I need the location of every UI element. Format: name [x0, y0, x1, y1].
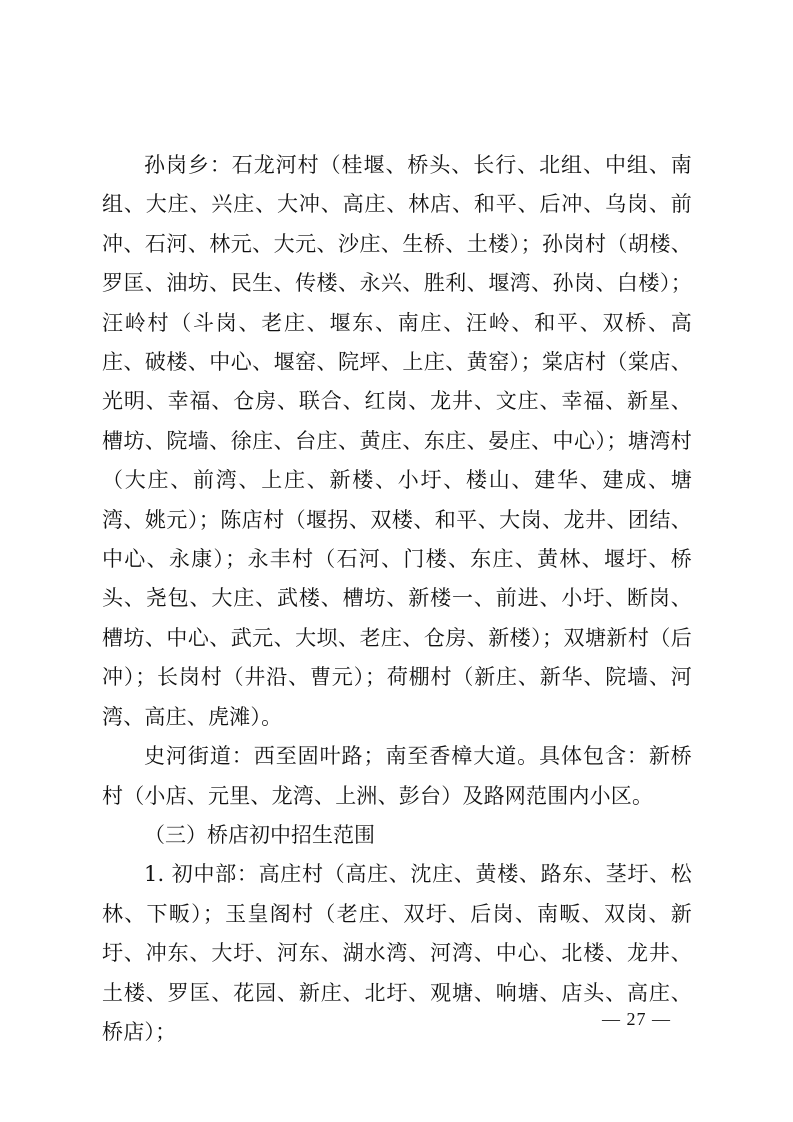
body-text	[102, 146, 692, 1052]
paragraph-shihe: 史河街道：西至固叶路；南至香樟大道。具体包含：新桥村（小店、元里、龙湾、上洲、彭台）及路网范围内小区。	[102, 744, 692, 808]
paragraph-item-1: 1. 初中部：高庄村（高庄、沈庄、黄楼、路东、茎圩、松林、下畈）；玉皇阁村（老庄、双圩、后岗、南畈、双岗、新圩、冲东、大圩、河东、湖水湾、河湾、中心、北楼、龙井、土楼、罗匡、花园、新庄、北圩、观塘、响塘、店头、高庄、桥店）；	[102, 862, 692, 1044]
page-number: — 27 —	[602, 1009, 671, 1029]
paragraph-sungang: 孙岗乡：石龙河村（桂堰、桥头、长行、北组、中组、南组、大庄、兴庄、大冲、高庄、林店、和平、后冲、乌岗、前冲、石河、林元、大元、沙庄、生桥、土楼）；孙岗村（胡楼、罗匡、油坊、民生、传楼、永兴、胜利、堰湾、孙岗、白楼）；汪岭村（斗岗、老庄、堰东、南庄、汪岭、和平、双桥、高庄、破楼、中心、堰窑、院坪、上庄、黄窑）；棠店村（棠店、光明、幸福、仓房、联合、红岗、龙井、文庄、幸福、新星、槽坊、院墙、徐庄、台庄、黄庄、东庄、晏庄、中心）；塘湾村（大庄、前湾、上庄、新楼、小圩、楼山、建华、建成、塘湾、姚元）；陈店村（堰拐、双楼、和平、大岗、龙井、团结、中心、永康）；永丰村（石河、门楼、东庄、黄林、堰圩、桥头、尧包、大庄、武楼、槽坊、新楼一、前进、小圩、断岗、槽坊、中心、武元、大坝、老庄、仓房、新楼）；双塘新村（后冲）；长岗村（井沿、曹元）；荷棚村（新庄、新华、院墙、河湾、高庄、虎滩）。	[102, 153, 692, 729]
section-heading: （三）桥店初中招生范围	[144, 822, 375, 847]
